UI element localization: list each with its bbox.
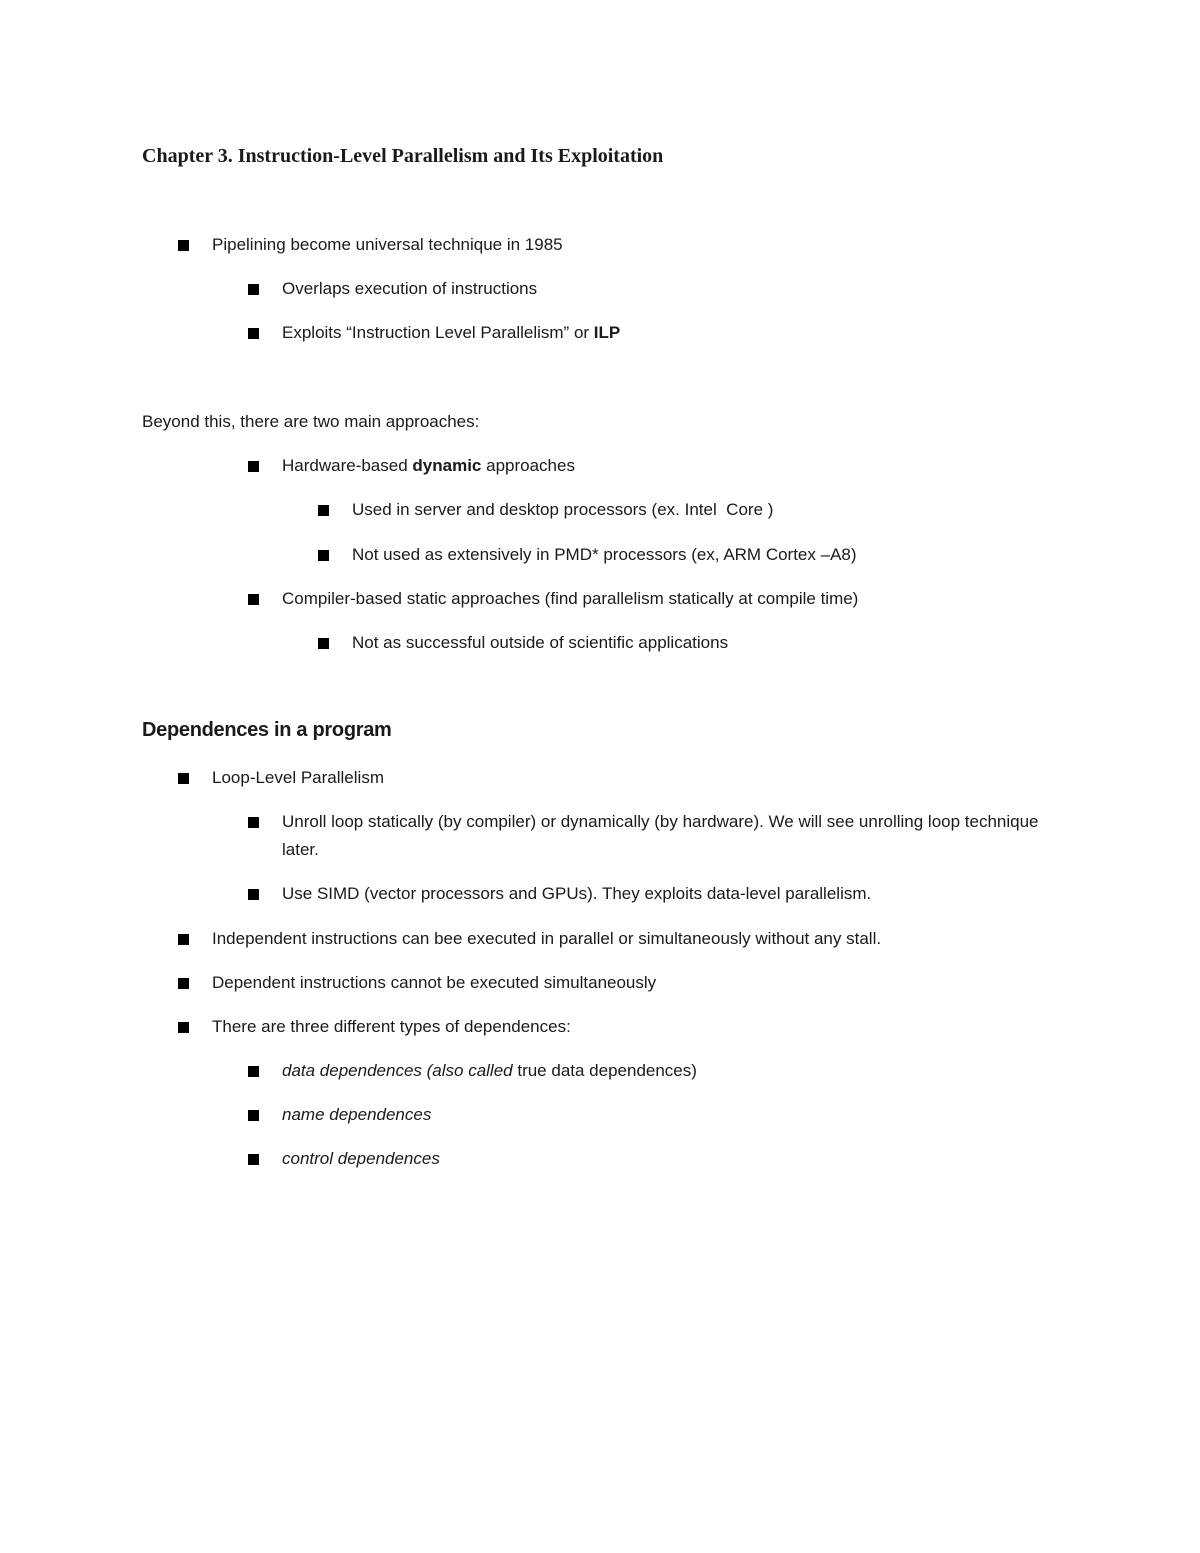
bullet-text: Not used as extensively in PMD* processors (ex, ARM Cortex –A8) [352, 545, 857, 564]
square-bullet-icon [248, 1066, 259, 1077]
bullet-text: Pipelining become universal technique in 1985 [212, 235, 563, 254]
bullet-text: Used in server and desktop processors (ex. Intel Core ) [352, 500, 774, 519]
square-bullet-icon [248, 817, 259, 828]
dynamic-bold: dynamic [412, 456, 482, 475]
square-bullet-icon [248, 328, 259, 339]
section-heading: Dependences in a program [142, 719, 392, 741]
square-bullet-icon [248, 889, 259, 900]
hardware-suffix: approaches [481, 456, 575, 475]
square-bullet-icon [248, 1154, 259, 1165]
square-bullet-icon [318, 505, 329, 516]
bullet-text: Overlaps execution of instructions [282, 279, 538, 298]
square-bullet-icon [178, 240, 189, 251]
data-dependences-italic: data dependences (also called [282, 1061, 513, 1080]
square-bullet-icon [318, 550, 329, 561]
bullet-text: Not as successful outside of scientific applications [352, 633, 729, 652]
square-bullet-icon [248, 461, 259, 472]
bullet-text: Unroll loop statically (by compiler) or dynamically (by hardware). We will see unrolling loop technique later. [282, 812, 1039, 859]
square-bullet-icon [178, 978, 189, 989]
bullet-text: Compiler-based static approaches (find parallelism statically at compile time) [282, 589, 859, 608]
square-bullet-icon [318, 638, 329, 649]
square-bullet-icon [248, 1110, 259, 1121]
hardware-prefix: Hardware-based [282, 456, 413, 475]
bullet-text [282, 454, 575, 478]
square-bullet-icon [248, 284, 259, 295]
bullet-text: Independent instructions can bee executed in parallel or simultaneously without any stall. [212, 929, 882, 948]
bullet-text: There are three different types of dependences: [212, 1017, 571, 1036]
bullet-text [282, 321, 620, 345]
chapter-title: Chapter 3. Instruction-Level Parallelism and Its Exploitation [142, 145, 664, 167]
square-bullet-icon [248, 594, 259, 605]
exploits-text: Exploits “Instruction Level Parallelism” or [282, 323, 594, 342]
bullet-text: Use SIMD (vector processors and GPUs). They exploits data-level parallelism. [282, 884, 872, 903]
square-bullet-icon [178, 934, 189, 945]
bullet-text: Loop-Level Parallelism [212, 768, 384, 787]
bullet-text [282, 1059, 697, 1083]
data-dependences-rest: true data dependences) [512, 1061, 697, 1080]
bullet-text: control dependences [282, 1149, 440, 1168]
square-bullet-icon [178, 1022, 189, 1033]
bullet-text: Dependent instructions cannot be executed simultaneously [212, 973, 657, 992]
square-bullet-icon [178, 773, 189, 784]
bullet-text: name dependences [282, 1105, 432, 1124]
ilp-bold: ILP [593, 323, 621, 342]
approaches-intro: Beyond this, there are two main approaches: [142, 412, 480, 431]
